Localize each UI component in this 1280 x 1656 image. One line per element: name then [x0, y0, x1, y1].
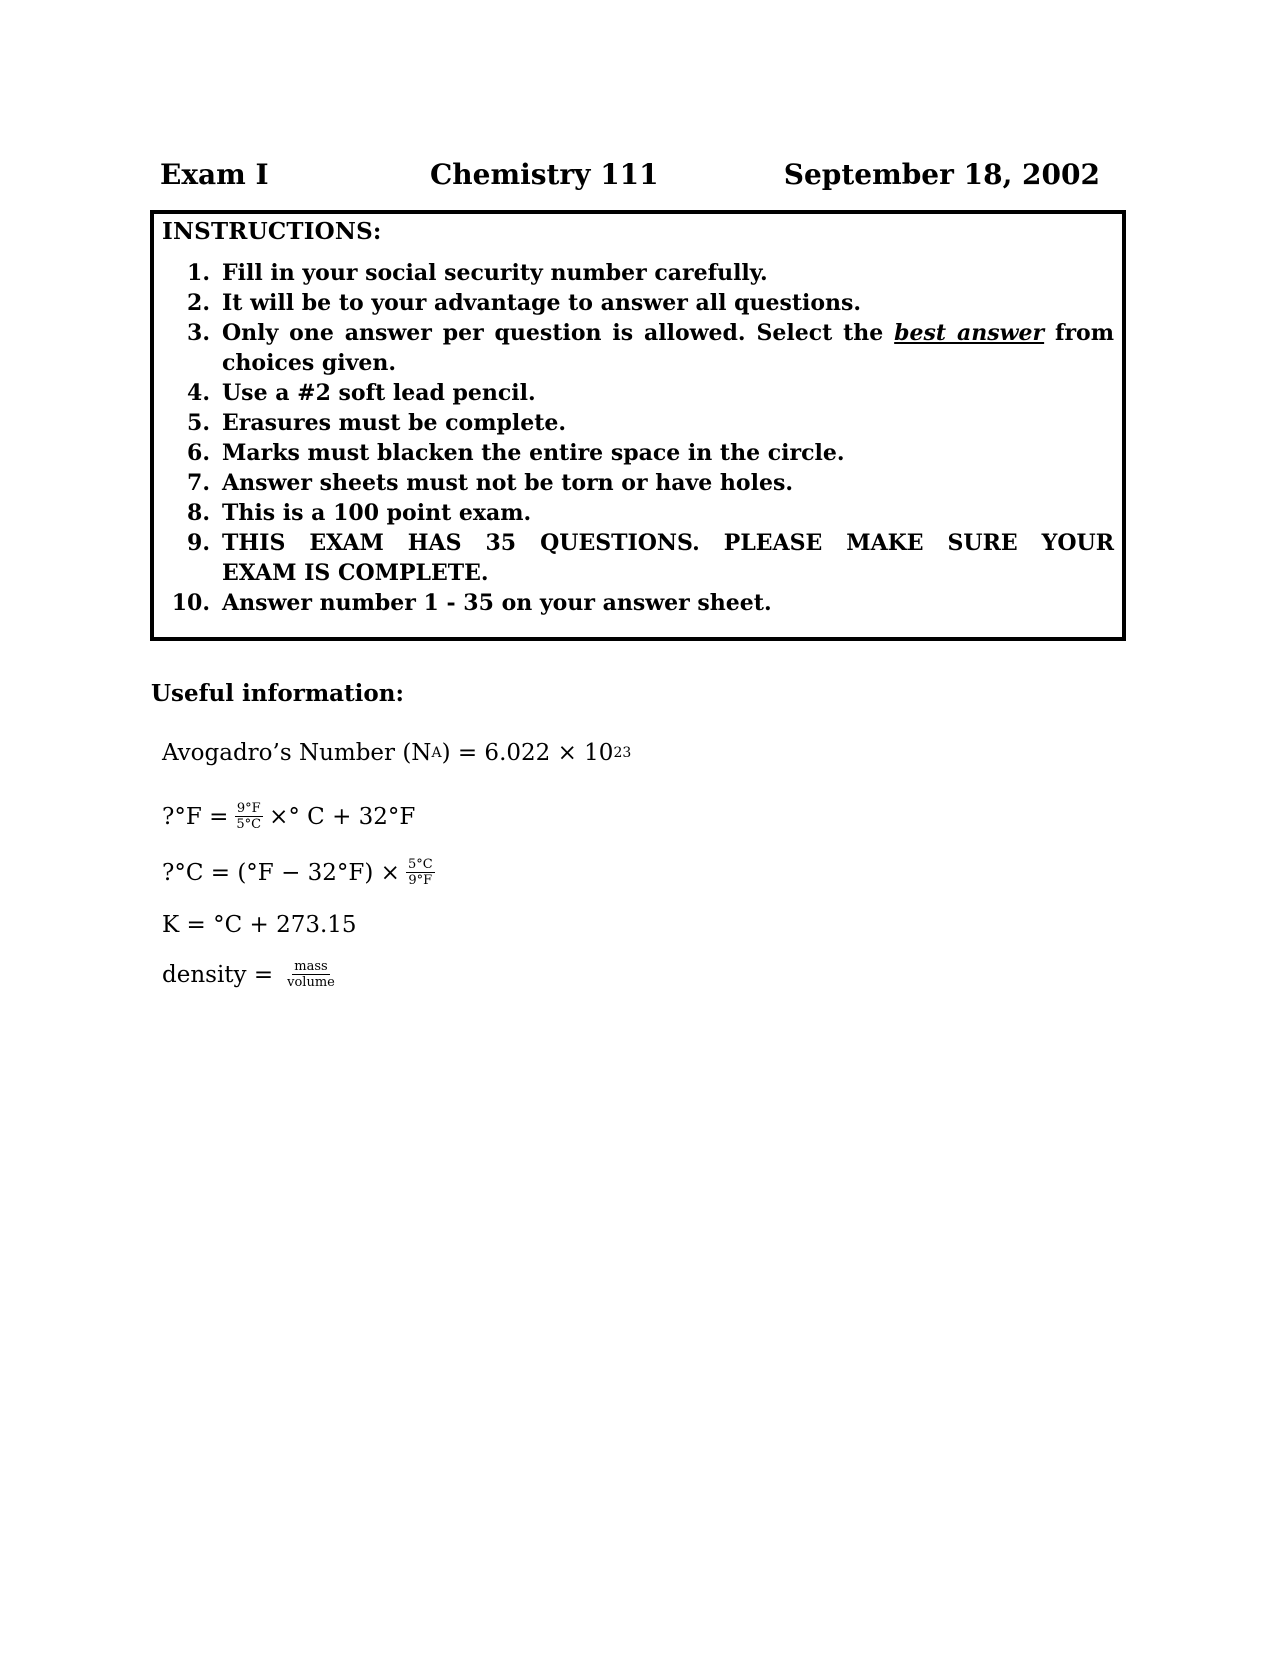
kelvin-formula: K = °C + 273.15: [162, 912, 357, 938]
instruction-item: 8. This is a 100 point exam.: [187, 500, 532, 526]
exam-date: September 18, 2002: [783, 158, 1100, 191]
instruction-item: 5. Erasures must be complete.: [187, 410, 567, 436]
instruction-item: 3. Only one answer per question is allowed. Select the best answer from choices given.: [187, 320, 1115, 376]
instruction-item: 4. Use a #2 soft lead pencil.: [187, 380, 536, 406]
instructions-list: [164, 258, 1114, 618]
fahrenheit-formula: ?°F = $\frac{9^\circ F}{5^\circ C}$ ×° C + 32°F: [162, 801, 416, 832]
instruction-item: 7. Answer sheets must not be torn or have holes.: [187, 470, 793, 496]
celsius-formula: ?°C = (°F − 32°F) × $\frac{5^\circ C}{9^\circ F}$: [162, 857, 433, 888]
best-answer-emphasis: best answer: [894, 320, 1045, 346]
exam-title: Exam I: [160, 158, 269, 191]
avogadro-formula: Avogadro’s Number (N A ) = 6.022 × 10 23: [162, 740, 632, 766]
density-formula: density = $\frac{\text{mass}}{\text{volume}}$: [162, 959, 335, 990]
fraction: $\frac{5^\circ C}{9^\circ F}$: [407, 857, 433, 888]
instruction-item: 2. It will be to your advantage to answer all questions.: [187, 290, 862, 316]
instruction-item: 1. Fill in your social security number carefully.: [187, 260, 768, 286]
instructions-title: INSTRUCTIONS:: [162, 218, 382, 245]
course-name: Chemistry 111: [430, 158, 659, 191]
useful-info-heading: Useful information:: [151, 680, 404, 707]
instruction-item: 10. Answer number 1 - 35 on your answer sheet.: [171, 590, 772, 616]
instruction-item: 6. Marks must blacken the entire space in the circle.: [187, 440, 845, 466]
fraction: $\frac{9^\circ F}{5^\circ C}$: [236, 801, 262, 832]
instructions-box: [150, 210, 1126, 641]
fraction: $\frac{\text{mass}}{\text{volume}}$: [287, 959, 335, 990]
instruction-item: 9. THIS EXAM HAS 35 QUESTIONS. PLEASE MAKE SURE YOUR EXAM IS COMPLETE.: [187, 530, 1114, 586]
